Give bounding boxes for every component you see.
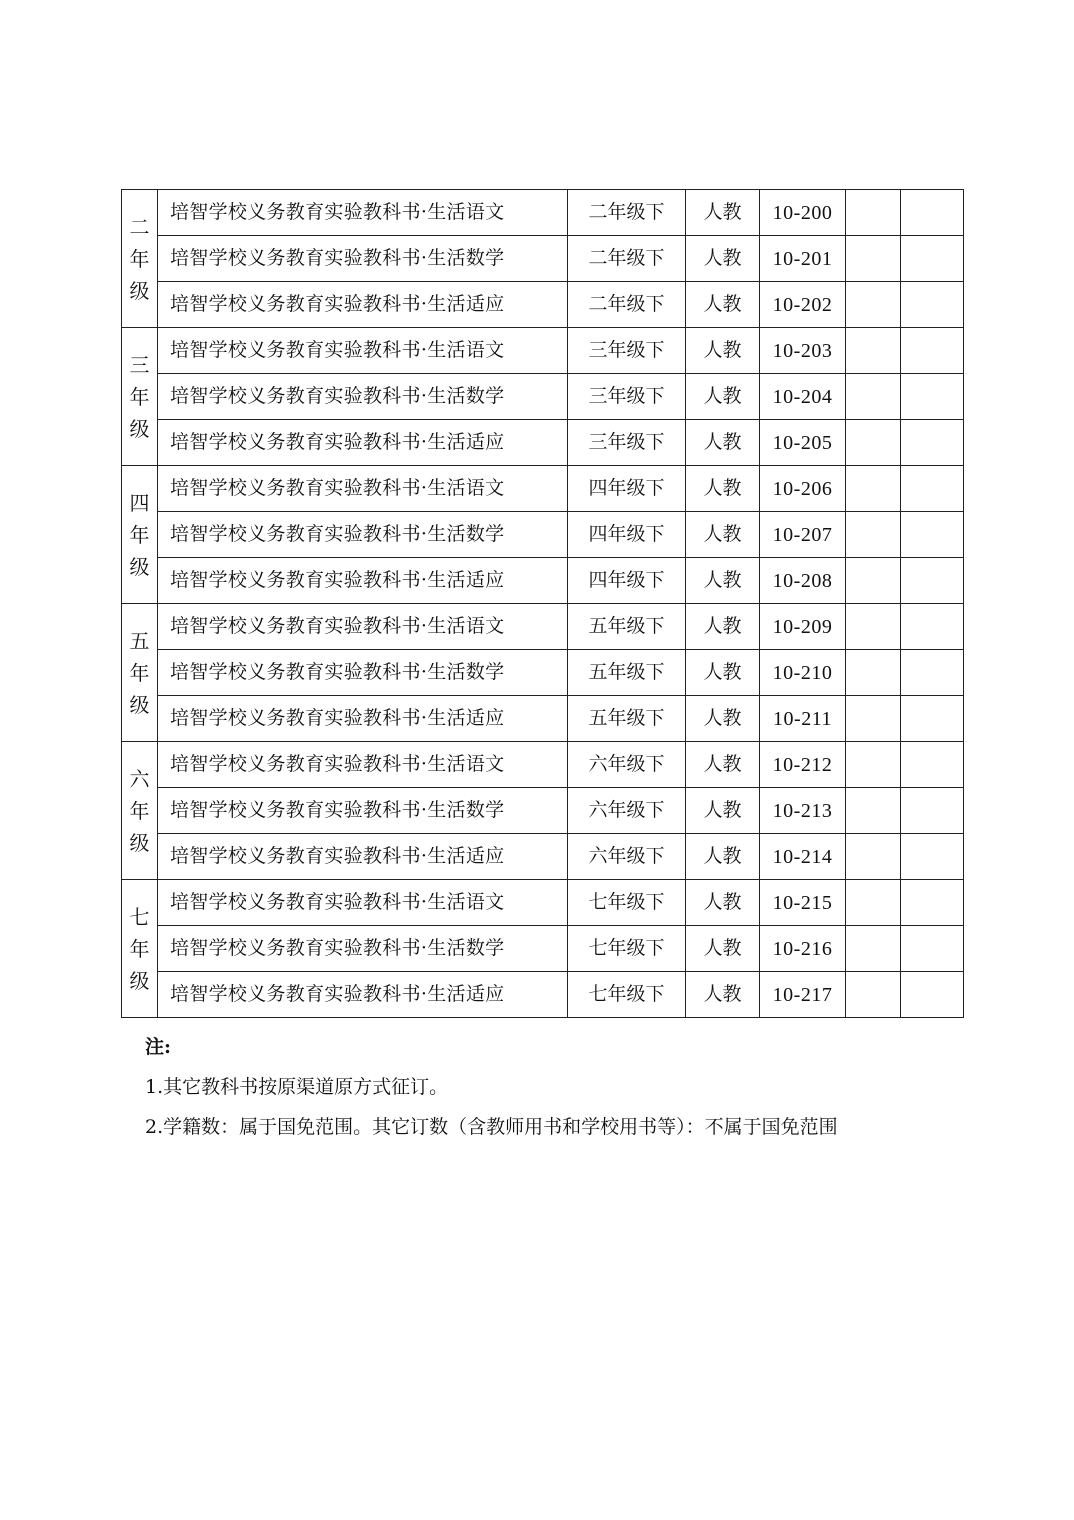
notes-section: [145, 1032, 838, 1142]
book-code-cell: 10-217: [760, 972, 846, 1018]
blank-cell: [901, 420, 964, 466]
blank-cell: [901, 374, 964, 420]
book-grade-cell: 三年级下: [568, 328, 686, 374]
publisher-cell: 人教: [686, 512, 760, 558]
grade-group-label: [122, 604, 158, 742]
book-grade-cell: 五年级下: [568, 696, 686, 742]
blank-cell: [901, 558, 964, 604]
publisher-cell: 人教: [686, 834, 760, 880]
blank-cell: [901, 328, 964, 374]
table-row: [122, 374, 964, 420]
book-grade-cell: 二年级下: [568, 282, 686, 328]
grade-label-char: 四: [129, 490, 150, 515]
notes-heading: 注:: [145, 1036, 172, 1058]
book-title-cell: 培智学校义务教育实验教科书·生活数学: [158, 236, 568, 282]
book-code-cell: 10-200: [760, 190, 846, 236]
book-code-cell: 10-205: [760, 420, 846, 466]
grade-label-char: 二: [129, 214, 150, 239]
publisher-cell: 人教: [686, 190, 760, 236]
blank-cell: [901, 512, 964, 558]
table-row: [122, 558, 964, 604]
grade-group-label: [122, 742, 158, 880]
table-row: [122, 282, 964, 328]
book-code-cell: 10-207: [760, 512, 846, 558]
grade-label-char: 年: [129, 798, 150, 823]
grade-label-chars: [129, 901, 151, 997]
book-grade-cell: 四年级下: [568, 512, 686, 558]
book-title-cell: 培智学校义务教育实验教科书·生活数学: [158, 788, 568, 834]
blank-cell: [901, 466, 964, 512]
blank-cell: [901, 190, 964, 236]
book-grade-cell: 三年级下: [568, 374, 686, 420]
book-title-cell: 培智学校义务教育实验教科书·生活语文: [158, 466, 568, 512]
publisher-cell: 人教: [686, 604, 760, 650]
book-code-cell: 10-213: [760, 788, 846, 834]
grade-label-char: 级: [129, 416, 150, 441]
blank-cell: [846, 190, 901, 236]
book-code-cell: 10-201: [760, 236, 846, 282]
grade-label-char: 年: [129, 522, 150, 547]
book-code-cell: 10-212: [760, 742, 846, 788]
grade-label-chars: [129, 625, 151, 721]
book-code-cell: 10-206: [760, 466, 846, 512]
grade-label-chars: [129, 211, 151, 307]
book-title-cell: 培智学校义务教育实验教科书·生活适应: [158, 420, 568, 466]
grade-group-label: [122, 880, 158, 1018]
blank-cell: [901, 972, 964, 1018]
blank-cell: [846, 466, 901, 512]
book-grade-cell: 五年级下: [568, 650, 686, 696]
note-line-1: 1.其它教科书按原渠道原方式征订。: [145, 1076, 449, 1098]
grade-label-chars: [129, 763, 151, 859]
book-title-cell: 培智学校义务教育实验教科书·生活适应: [158, 972, 568, 1018]
blank-cell: [901, 742, 964, 788]
table-row: [122, 420, 964, 466]
blank-cell: [846, 604, 901, 650]
grade-label-char: 年: [129, 936, 150, 961]
publisher-cell: 人教: [686, 788, 760, 834]
blank-cell: [901, 926, 964, 972]
blank-cell: [846, 650, 901, 696]
book-code-cell: 10-202: [760, 282, 846, 328]
publisher-cell: 人教: [686, 742, 760, 788]
book-grade-cell: 四年级下: [568, 466, 686, 512]
book-grade-cell: 七年级下: [568, 926, 686, 972]
book-grade-cell: 四年级下: [568, 558, 686, 604]
table-row: [122, 926, 964, 972]
grade-label-chars: [129, 487, 151, 583]
blank-cell: [901, 236, 964, 282]
table-row: [122, 512, 964, 558]
grade-label-char: 级: [129, 278, 150, 303]
blank-cell: [846, 788, 901, 834]
book-title-cell: 培智学校义务教育实验教科书·生活语文: [158, 328, 568, 374]
blank-cell: [901, 696, 964, 742]
blank-cell: [846, 972, 901, 1018]
blank-cell: [901, 604, 964, 650]
book-grade-cell: 六年级下: [568, 834, 686, 880]
book-code-cell: 10-203: [760, 328, 846, 374]
table-row: [122, 236, 964, 282]
publisher-cell: 人教: [686, 374, 760, 420]
blank-cell: [846, 328, 901, 374]
grade-label-char: 年: [129, 246, 150, 271]
book-code-cell: 10-216: [760, 926, 846, 972]
book-title-cell: 培智学校义务教育实验教科书·生活数学: [158, 926, 568, 972]
blank-cell: [846, 834, 901, 880]
book-title-cell: 培智学校义务教育实验教科书·生活数学: [158, 650, 568, 696]
grade-label-char: 级: [129, 830, 150, 855]
book-title-cell: 培智学校义务教育实验教科书·生活语文: [158, 604, 568, 650]
grade-label-char: 级: [129, 968, 150, 993]
note-line-2: 2.学籍数：属于国免范围。其它订数（含教师用书和学校用书等）：不属于国免范围: [145, 1116, 838, 1138]
table-row: [122, 328, 964, 374]
book-title-cell: 培智学校义务教育实验教科书·生活适应: [158, 834, 568, 880]
grade-label-chars: [129, 349, 151, 445]
book-grade-cell: 二年级下: [568, 190, 686, 236]
book-title-cell: 培智学校义务教育实验教科书·生活适应: [158, 282, 568, 328]
grade-label-char: 七: [129, 904, 150, 929]
table-row: [122, 880, 964, 926]
blank-cell: [846, 742, 901, 788]
blank-cell: [846, 558, 901, 604]
book-title-cell: 培智学校义务教育实验教科书·生活数学: [158, 512, 568, 558]
grade-label-char: 级: [129, 692, 150, 717]
publisher-cell: 人教: [686, 972, 760, 1018]
blank-cell: [901, 834, 964, 880]
blank-cell: [846, 420, 901, 466]
book-title-cell: 培智学校义务教育实验教科书·生活适应: [158, 558, 568, 604]
book-title-cell: 培智学校义务教育实验教科书·生活适应: [158, 696, 568, 742]
book-title-cell: 培智学校义务教育实验教科书·生活数学: [158, 374, 568, 420]
publisher-cell: 人教: [686, 466, 760, 512]
table-row: [122, 466, 964, 512]
publisher-cell: 人教: [686, 926, 760, 972]
book-grade-cell: 五年级下: [568, 604, 686, 650]
table-row: [122, 604, 964, 650]
book-code-cell: 10-204: [760, 374, 846, 420]
blank-cell: [901, 880, 964, 926]
grade-group-label: [122, 328, 158, 466]
blank-cell: [901, 282, 964, 328]
blank-cell: [901, 650, 964, 696]
blank-cell: [846, 282, 901, 328]
publisher-cell: 人教: [686, 650, 760, 696]
grade-group-label: [122, 466, 158, 604]
book-grade-cell: 六年级下: [568, 742, 686, 788]
grade-label-char: 级: [129, 554, 150, 579]
grade-label-char: 年: [129, 384, 150, 409]
book-grade-cell: 三年级下: [568, 420, 686, 466]
book-code-cell: 10-215: [760, 880, 846, 926]
publisher-cell: 人教: [686, 420, 760, 466]
blank-cell: [846, 880, 901, 926]
book-code-cell: 10-211: [760, 696, 846, 742]
grade-label-char: 三: [129, 352, 150, 377]
grade-group-label: [122, 190, 158, 328]
book-title-cell: 培智学校义务教育实验教科书·生活语文: [158, 742, 568, 788]
blank-cell: [846, 236, 901, 282]
table-body: [122, 190, 964, 1018]
publisher-cell: 人教: [686, 236, 760, 282]
publisher-cell: 人教: [686, 328, 760, 374]
publisher-cell: 人教: [686, 696, 760, 742]
blank-cell: [846, 512, 901, 558]
book-grade-cell: 二年级下: [568, 236, 686, 282]
publisher-cell: 人教: [686, 282, 760, 328]
table-row: [122, 696, 964, 742]
book-title-cell: 培智学校义务教育实验教科书·生活语文: [158, 880, 568, 926]
grade-label-char: 五: [129, 628, 150, 653]
table-row: [122, 650, 964, 696]
grade-label-char: 年: [129, 660, 150, 685]
book-code-cell: 10-214: [760, 834, 846, 880]
table-row: [122, 190, 964, 236]
book-title-cell: 培智学校义务教育实验教科书·生活语文: [158, 190, 568, 236]
table-row: [122, 742, 964, 788]
table-row: [122, 788, 964, 834]
book-grade-cell: 七年级下: [568, 972, 686, 1018]
book-code-cell: 10-210: [760, 650, 846, 696]
blank-cell: [846, 374, 901, 420]
blank-cell: [846, 926, 901, 972]
book-grade-cell: 七年级下: [568, 880, 686, 926]
book-code-cell: 10-209: [760, 604, 846, 650]
book-code-cell: 10-208: [760, 558, 846, 604]
book-grade-cell: 六年级下: [568, 788, 686, 834]
textbook-order-table: [121, 189, 964, 1018]
blank-cell: [901, 788, 964, 834]
blank-cell: [846, 696, 901, 742]
grade-label-char: 六: [129, 766, 150, 791]
publisher-cell: 人教: [686, 558, 760, 604]
publisher-cell: 人教: [686, 880, 760, 926]
table-row: [122, 972, 964, 1018]
table-row: [122, 834, 964, 880]
